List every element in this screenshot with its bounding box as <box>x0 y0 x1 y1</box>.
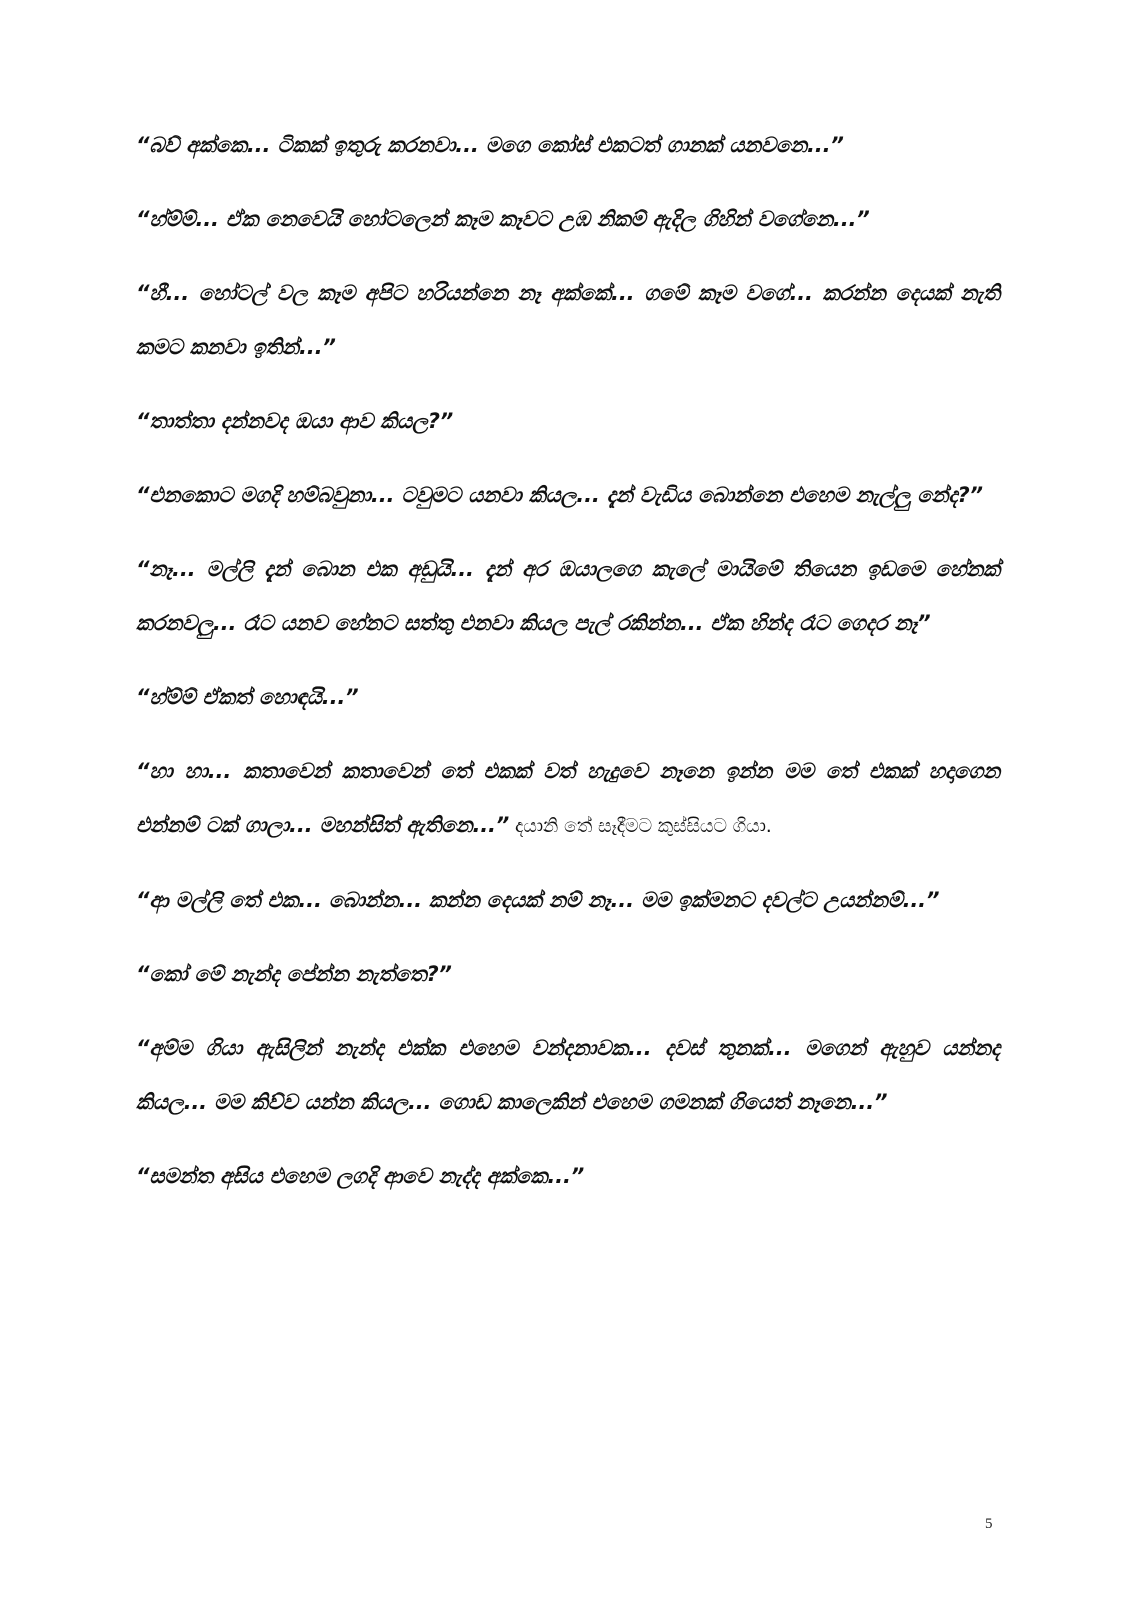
dialogue-paragraph-3 <box>136 266 1000 374</box>
dialogue-text: “තාත්තා දන්නවද ඔයා ආව කියල?” <box>136 409 454 433</box>
dialogue-paragraph-10 <box>136 947 1000 1001</box>
dialogue-paragraph-6 <box>136 542 1000 650</box>
dialogue-text: “හී... හෝටල් වල කෑම අපිට හරියන්නෙ නෑ අක්කේ... ගමේ කෑම වගේ... කරන්න දෙයක් නැති කමට කනවා ඉතින්...” <box>136 281 1000 359</box>
dialogue-text: “හා හා... කතාවෙන් කතාවෙන් තේ එකක් වත් හැදුවෙ නෑනෙ ඉන්න මම තේ එකක් හදාගෙන එන්නම් ටක් ගාලා... මහන්සිත් ඇතිනෙ...” <box>136 759 1000 837</box>
dialogue-text: “හ්ම්ම් ඒකත් හොඳයි...” <box>136 685 359 709</box>
dialogue-paragraph-7 <box>136 670 1000 724</box>
page-number: 5 <box>985 1516 993 1532</box>
dialogue-text: “අම්ම ගියා ඇසිලින් නැන්ද එක්ක එහෙම වන්දනාවක... දවස් තුනක්... මගෙන් ඇහුව යන්නද කියල... මම කිව්ව යන්න කියල... ගොඩ කාලෙකින් එහෙම ගමනක් ගියෙත් නෑනෙ...” <box>136 1036 1000 1114</box>
dialogue-text: “කෝ මේ නැන්ද පේන්න නැත්තෙ?” <box>136 962 452 986</box>
dialogue-text: “එනකොට මගදි හම්බවුනා... ටවුමට යනවා කියල... දැන් වැඩිය බොන්නෙ එහෙම නැල්ලු නේද?” <box>136 483 983 507</box>
dialogue-text: “නෑ... මල්ලි දැන් බොන එක අඩුයි... දැන් අර ඔයාලගෙ කැලේ මායිමේ තියෙන ඉඩමෙ හේනක් කරනවලු... රෑට යනව හේනට සත්තු එනවා කියල පැල් රකින්න... ඒක හින්ද රෑට ගෙදර නෑ” <box>136 557 1000 635</box>
body-text <box>136 118 1000 1223</box>
dialogue-paragraph-5 <box>136 468 1000 522</box>
dialogue-text: “ආ මල්ලි තේ එක... බොන්න... කන්න දෙයක් නම් නෑ... මම ඉක්මනට දවල්ට උයන්නම්...” <box>136 888 940 912</box>
dialogue-paragraph-8 <box>136 744 1000 853</box>
dialogue-text: “හ්ම්ම්... ඒක නෙවෙයි හෝටලෙන් කෑම කෑවට උඹ නිකම් ඇදිල ගිහින් වගේනෙ...” <box>136 207 870 231</box>
narration-text: දයානි තේ සෑදීමට කුස්සියට ගියා. <box>509 815 772 837</box>
dialogue-paragraph-12 <box>136 1149 1000 1203</box>
dialogue-text: “සමන්ත අසිය එහෙම ලගදි ආවෙ නැද්ද අක්කෙ...” <box>136 1164 585 1188</box>
dialogue-paragraph-2 <box>136 192 1000 246</box>
dialogue-paragraph-1 <box>136 118 1000 172</box>
dialogue-paragraph-4 <box>136 394 1000 448</box>
dialogue-text: “බව් අක්කෙ... ටිකක් ඉතුරු කරනවා... මගෙ කෝස් එකටත් ගානක් යනවනෙ...” <box>136 133 844 157</box>
dialogue-paragraph-9 <box>136 873 1000 927</box>
dialogue-paragraph-11 <box>136 1021 1000 1129</box>
